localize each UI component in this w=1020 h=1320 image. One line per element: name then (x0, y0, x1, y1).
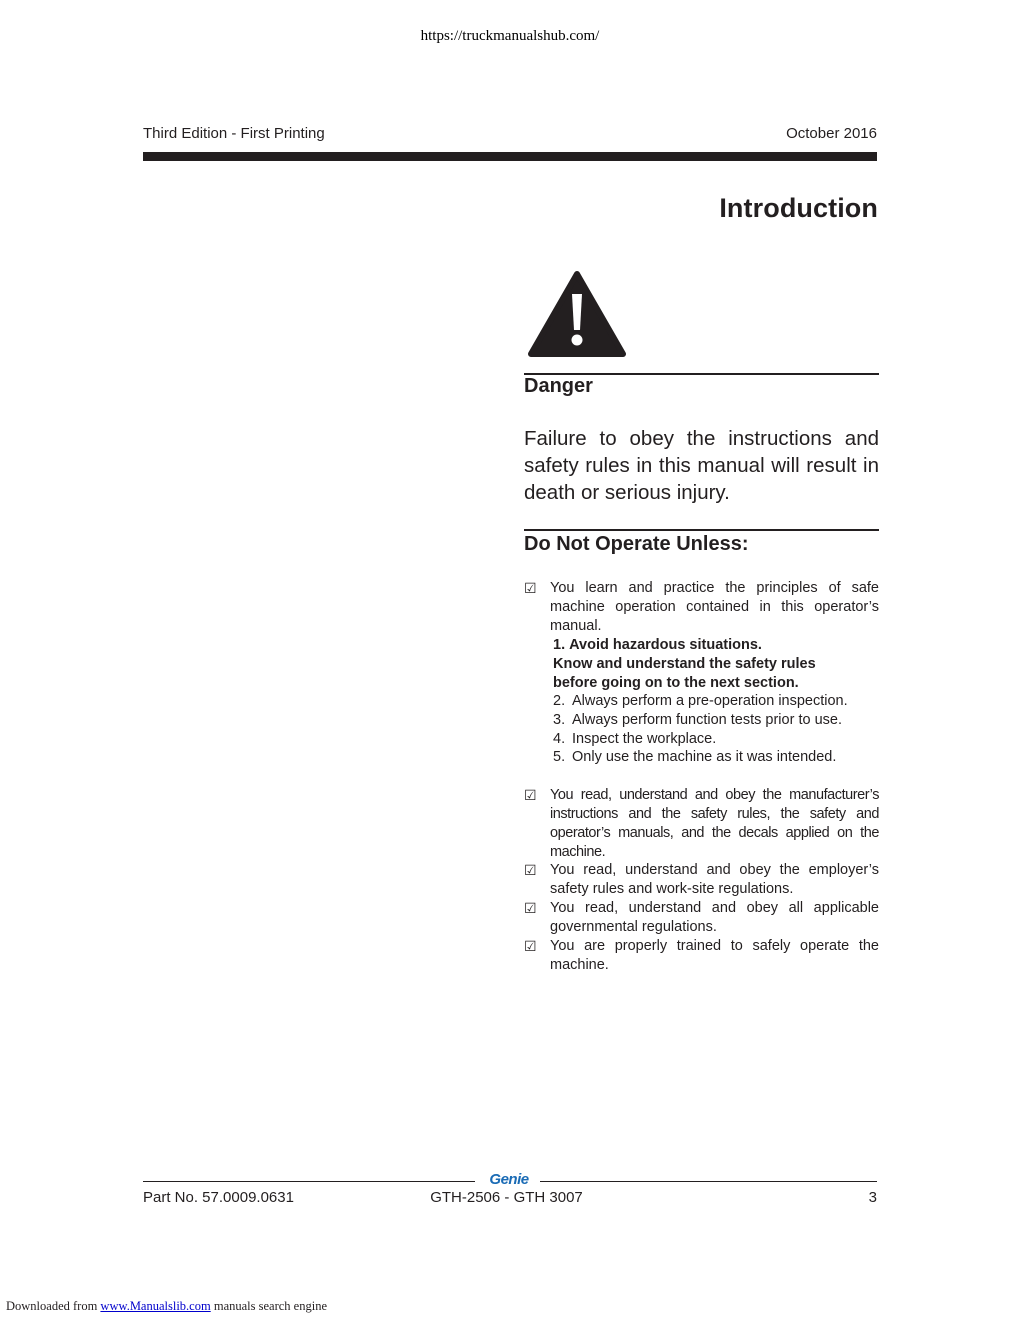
checklist-item (524, 786, 879, 862)
header-rule (143, 152, 877, 161)
source-url: https://truckmanualshub.com/ (420, 28, 600, 44)
checklist-item (524, 937, 879, 975)
footer-rule-left (143, 1181, 475, 1182)
footer-page-number: 3 (868, 1189, 877, 1206)
danger-triangle-icon (527, 270, 627, 358)
checklist-item (524, 579, 879, 636)
danger-heading: Danger (524, 375, 593, 397)
header-edition: Third Edition - First Printing (143, 125, 325, 142)
page-title: Introduction (719, 193, 878, 223)
footer-rule-right (540, 1181, 877, 1182)
sub-item-text: Always perform a pre-operation inspection. (572, 693, 848, 709)
download-prefix: Downloaded from (6, 1299, 98, 1313)
header-date: October 2016 (786, 125, 877, 142)
checklist-item (524, 861, 879, 899)
sub-item-text: Avoid hazardous situations. (569, 637, 762, 653)
sub-item-number: 5. (553, 749, 566, 765)
download-notice (6, 1299, 327, 1314)
sub-item-number: 1. (553, 637, 566, 653)
footer-model: GTH-2506 - GTH 3007 (430, 1189, 583, 1206)
sub-item-number: 4. (553, 731, 566, 747)
checklist-item-text: You read, understand and obey all applicable governmental regulations. (550, 900, 879, 935)
do-not-operate-rule (524, 529, 879, 531)
sub-item-text: Always perform function tests prior to use. (572, 712, 842, 728)
genie-logo: Genie (489, 1171, 529, 1188)
sub-item (553, 692, 848, 711)
checklist-item-text: You read, understand and obey the manufacturer’s instructions and the safety rules, the safety and operator’s manuals, and the decals applied on the machine. (550, 787, 879, 860)
danger-text: Failure to obey the instructions and safety rules in this manual will result in death or serious injury. (524, 427, 879, 504)
do-not-operate-heading: Do Not Operate Unless: (524, 533, 749, 555)
sub-item-number: 2. (553, 693, 566, 709)
sub-item-number: 3. (553, 712, 566, 728)
sub-item (553, 730, 716, 749)
download-suffix: manuals search engine (213, 1299, 327, 1313)
sub-item-text: Know and understand the safety rules (553, 656, 816, 672)
footer-part-number: Part No. 57.0009.0631 (143, 1189, 294, 1206)
sub-item-text: Inspect the workplace. (572, 731, 717, 747)
checklist-item (524, 899, 879, 937)
sub-item-text: Only use the machine as it was intended. (572, 749, 837, 765)
checklist-item-text: You learn and practice the principles of safe machine operation contained in this operator’s manual. (550, 580, 879, 634)
checkbox-icon: ☑ (524, 862, 537, 878)
sub-item-text: before going on to the next section. (553, 675, 799, 691)
sub-item (553, 711, 842, 730)
checkbox-icon: ☑ (524, 900, 537, 916)
checkbox-icon: ☑ (524, 580, 537, 596)
checklist-item-text: You are properly trained to safely operate the machine. (550, 938, 879, 973)
sub-item-bold (553, 636, 816, 693)
sub-item (553, 748, 836, 767)
checkbox-icon: ☑ (524, 787, 537, 803)
manualslib-link[interactable]: www.Manualslib.com (100, 1299, 211, 1313)
checkbox-icon: ☑ (524, 938, 537, 954)
checklist-item-text: You read, understand and obey the employer’s safety rules and work-site regulations. (550, 862, 879, 897)
